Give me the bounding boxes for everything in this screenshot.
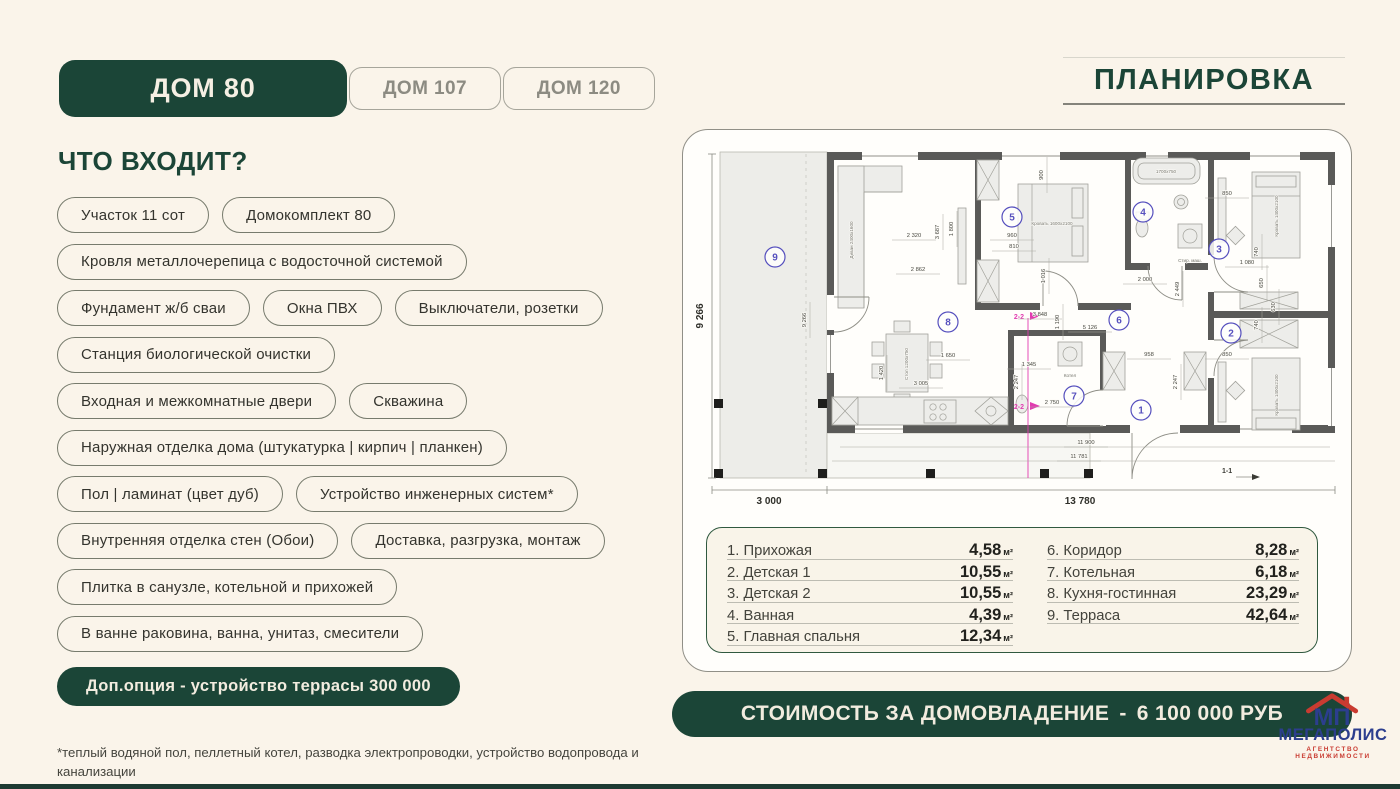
price-value: 6 100 000 РУБ	[1136, 702, 1284, 725]
included-heading: ЧТО ВХОДИТ?	[58, 146, 248, 176]
room-circle-3	[1209, 239, 1229, 259]
table-row: 1. Прихожая 4,58 м²	[727, 538, 1013, 560]
room-circle-6	[1109, 310, 1129, 330]
svg-text:1: 1	[1138, 405, 1144, 417]
svg-text:5 126: 5 126	[1082, 325, 1098, 331]
table-row: 8. Кухня-гостинная 23,29 м²	[1047, 581, 1299, 603]
footnote: *теплый водяной пол, пеллетный котел, разводка электропроводки, устройство водопровода и канализации	[57, 745, 639, 779]
room-circle-5	[1002, 207, 1022, 227]
svg-text:650: 650	[1259, 278, 1265, 288]
pill-row	[57, 430, 605, 466]
price-separator: -	[1119, 702, 1127, 725]
svg-text:2 449: 2 449	[1175, 281, 1181, 297]
svg-text:11 781: 11 781	[1070, 454, 1088, 460]
bottom-strip	[0, 784, 1400, 789]
svg-text:6: 6	[1116, 315, 1122, 327]
pill-row	[57, 290, 605, 326]
svg-text:Котел: Котел	[1063, 373, 1077, 378]
room-area-table	[706, 527, 1318, 653]
feature-pill: Наружная отделка дома (штукатурка | кирпич | планкен)	[57, 430, 507, 466]
page-title: ПЛАНИРОВКА	[1063, 57, 1345, 105]
table-row: 7. Котельная 6,18 м²	[1047, 560, 1299, 582]
svg-text:Диван 2400х1600: Диван 2400х1600	[849, 221, 854, 259]
price-banner	[672, 691, 1352, 737]
room-circle-7	[1064, 386, 1084, 406]
svg-text:9: 9	[772, 252, 778, 264]
terrace-area	[720, 152, 827, 478]
feature-pill: Скважина	[349, 383, 467, 419]
svg-text:1 345: 1 345	[1021, 362, 1037, 368]
svg-text:958: 958	[1144, 352, 1154, 358]
svg-text:3: 3	[1216, 244, 1222, 256]
svg-text:Кровать 1400х2100: Кровать 1400х2100	[1274, 195, 1279, 237]
table-row: 4. Ванная 4,39 м²	[727, 603, 1013, 625]
option-pill: Доп.опция - устройство террасы 300 000	[57, 667, 460, 706]
svg-text:850: 850	[1222, 352, 1232, 358]
table-row: 2. Детская 1 10,55 м²	[727, 560, 1013, 582]
svg-text:5: 5	[1009, 212, 1015, 224]
pill-row	[57, 197, 605, 233]
dim-height: 9 266	[695, 303, 706, 329]
room-table-col-left	[727, 538, 1013, 644]
feature-pill: Выключатели, розетки	[395, 290, 603, 326]
svg-text:2 000: 2 000	[1137, 277, 1153, 283]
room-circle-1	[1131, 400, 1151, 420]
svg-text:740: 740	[1254, 320, 1260, 330]
table-row: 5. Главная спальня 12,34 м²	[727, 624, 1013, 646]
feature-pill: Внутренняя отделка стен (Обои)	[57, 523, 338, 559]
pill-row	[57, 383, 605, 419]
tab-house-2[interactable]: ДОМ 107	[349, 67, 501, 110]
feature-pill: Входная и межкомнатные двери	[57, 383, 336, 419]
room-table-col-right	[1047, 538, 1299, 644]
svg-text:2 750: 2 750	[1044, 400, 1060, 406]
feature-pill: Станция биологической очистки	[57, 337, 335, 373]
svg-text:Стол 1200х750: Стол 1200х750	[904, 348, 909, 380]
house-model-tabs	[57, 60, 655, 117]
pill-row	[57, 476, 605, 512]
svg-text:2: 2	[1228, 328, 1234, 340]
room-circle-8	[938, 312, 958, 332]
table-row: 6. Коридор 8,28 м²	[1047, 538, 1299, 560]
svg-text:960: 960	[1007, 233, 1017, 239]
svg-text:900: 900	[1039, 170, 1045, 180]
svg-text:8: 8	[945, 317, 951, 329]
svg-text:7: 7	[1071, 391, 1077, 403]
feature-pill: Домокомплект 80	[222, 197, 395, 233]
svg-text:2 862: 2 862	[910, 267, 926, 273]
svg-text:740: 740	[1254, 247, 1260, 257]
dim-terrace-width: 3 000	[756, 496, 782, 507]
table-row: 9. Терраса 42,64 м²	[1047, 603, 1299, 625]
logo-name: МЕГАПОЛИС	[1278, 726, 1388, 744]
svg-text:1700х750: 1700х750	[1155, 169, 1177, 174]
feature-pill: Участок 11 сот	[57, 197, 209, 233]
floor-plan-drawing	[690, 140, 1346, 526]
svg-text:2 247: 2 247	[1173, 374, 1179, 390]
dim-house-width: 13 780	[1064, 496, 1096, 507]
price-label: СТОИМОСТЬ ЗА ДОМОВЛАДЕНИЕ	[740, 702, 1110, 725]
svg-text:Кровать 1400х2100: Кровать 1400х2100	[1274, 374, 1279, 416]
svg-text:1 800: 1 800	[949, 221, 955, 237]
svg-text:2 247: 2 247	[1014, 374, 1020, 390]
svg-text:1 650: 1 650	[940, 353, 956, 359]
room-circle-2	[1221, 323, 1241, 343]
svg-text:1 080: 1 080	[1239, 260, 1255, 266]
svg-text:3 687: 3 687	[935, 224, 941, 240]
svg-text:9 266: 9 266	[802, 312, 808, 328]
pill-row	[57, 244, 605, 280]
svg-text:2-2: 2-2	[1013, 314, 1024, 321]
feature-pill: Устройство инженерных систем*	[296, 476, 578, 512]
pill-row	[57, 337, 605, 373]
feature-pill: Фундамент ж/б сваи	[57, 290, 250, 326]
svg-text:Кровать 1600х2100: Кровать 1600х2100	[1031, 221, 1073, 226]
svg-text:1 420: 1 420	[879, 365, 885, 381]
logo-tagline: АГЕНТСТВО НЕДВИЖИМОСТИ	[1295, 746, 1371, 760]
svg-text:1 190: 1 190	[1055, 314, 1061, 330]
feature-pill: Кровля металлочерепица с водосточной системой	[57, 244, 467, 280]
tab-house-3[interactable]: ДОМ 120	[503, 67, 655, 110]
svg-text:2 320: 2 320	[906, 233, 922, 239]
pill-row	[57, 523, 605, 559]
feature-pill: В ванне раковина, ванна, унитаз, смесители	[57, 616, 423, 652]
included-pills	[57, 197, 605, 652]
room-circle-9	[765, 247, 785, 267]
svg-text:810: 810	[1009, 244, 1019, 250]
pill-row	[57, 569, 605, 605]
svg-text:850: 850	[1222, 191, 1232, 197]
svg-text:3 848: 3 848	[1032, 312, 1048, 318]
table-row: 3. Детская 2 10,55 м²	[727, 581, 1013, 603]
feature-pill: Доставка, разгрузка, монтаж	[351, 523, 604, 559]
svg-text:4: 4	[1140, 207, 1146, 219]
svg-text:Стир. маш.: Стир. маш.	[1178, 258, 1202, 263]
svg-text:11 900: 11 900	[1077, 440, 1095, 446]
svg-text:МП: МП	[1313, 705, 1351, 728]
feature-pill: Окна ПВХ	[263, 290, 382, 326]
logo-house-icon	[1304, 692, 1362, 728]
feature-pill: Пол | ламинат (цвет дуб)	[57, 476, 283, 512]
feature-pill: Плитка в санузле, котельной и прихожей	[57, 569, 397, 605]
room-circle-4	[1133, 202, 1153, 222]
section-marker-1-1: 1-1	[1222, 468, 1233, 475]
porch-area	[827, 433, 1090, 478]
room-number-circles	[765, 202, 1241, 420]
svg-text:1 016: 1 016	[1041, 268, 1047, 284]
svg-text:3 005: 3 005	[913, 381, 929, 387]
svg-text:630: 630	[1271, 302, 1277, 312]
pill-row	[57, 616, 605, 652]
tab-house-1[interactable]: ДОМ 80	[59, 60, 347, 117]
agency-logo	[1270, 692, 1396, 760]
svg-text:2-2: 2-2	[1013, 404, 1024, 411]
